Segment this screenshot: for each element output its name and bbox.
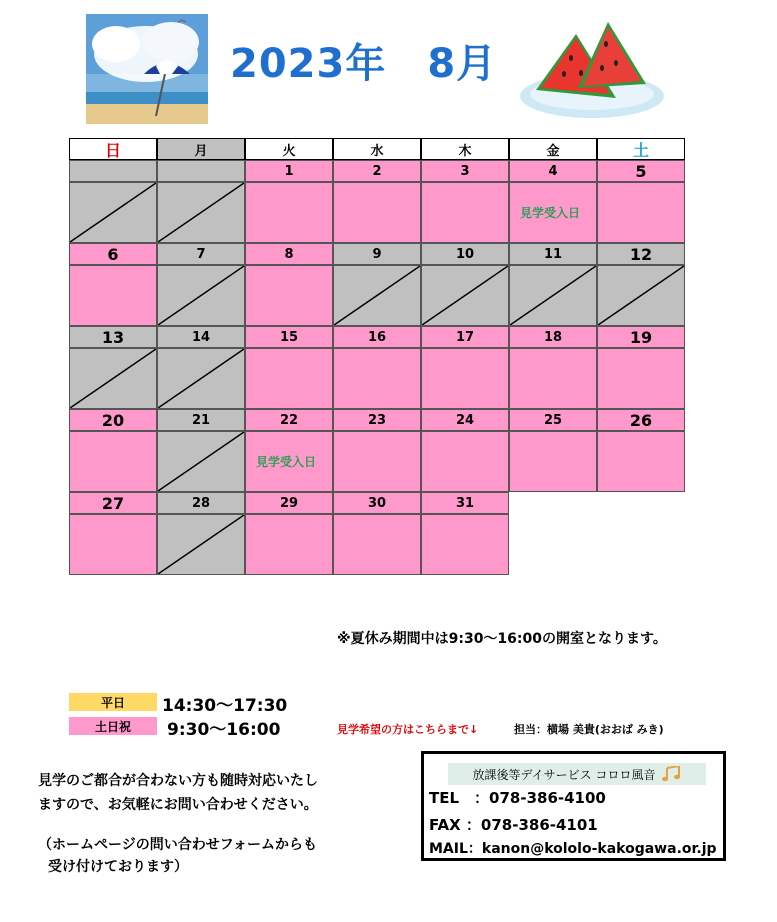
visit-day-note: 見学受入日 [520,206,581,220]
closed-slash [70,349,156,408]
open-day-cell [69,514,157,575]
open-day-cell [597,348,685,409]
day-number: 29 [245,492,333,514]
open-day-cell [333,431,421,492]
closed-day-cell [157,182,245,243]
open-day-cell [245,182,333,243]
day-number: 19 [597,326,685,348]
closed-slash [158,349,244,408]
day-number: 8 [245,243,333,265]
open-day-cell [509,348,597,409]
day-number: 18 [509,326,597,348]
music-note-icon [661,766,681,782]
weekday-header-0: 日 [69,138,157,160]
weekend-hours-label: 土日祝 [69,717,157,735]
open-day-cell [509,431,597,492]
day-number [157,160,245,182]
day-number: 25 [509,409,597,431]
weekday-header-4: 木 [421,138,509,160]
contact-box [421,751,726,861]
closed-slash [158,266,244,325]
message-line-1: 見学のご都合が合わない方も随時対応いたし [38,773,318,789]
open-day-cell [509,182,597,243]
closed-day-cell [509,265,597,326]
weekday-header-1: 月 [157,138,245,160]
day-number: 12 [597,243,685,265]
open-day-cell [69,265,157,326]
closed-slash [70,183,156,242]
day-number: 11 [509,243,597,265]
day-number [69,160,157,182]
closed-slash [158,515,244,574]
open-day-cell [245,431,333,492]
open-day-cell [245,348,333,409]
open-day-cell [245,514,333,575]
day-number: 16 [333,326,421,348]
weekday-hours-label: 平日 [69,693,157,711]
message-line-2: ますので、お気軽にお問い合わせください。 [38,797,318,813]
closed-slash [598,266,684,325]
open-day-cell [597,431,685,492]
day-number: 24 [421,409,509,431]
beach-umbrella-image [86,14,208,124]
day-number: 22 [245,409,333,431]
day-number: 17 [421,326,509,348]
open-day-cell [245,265,333,326]
message-line-3: （ホームページの問い合わせフォームからも [38,837,318,853]
day-number: 14 [157,326,245,348]
contact-person: 担当：横場 美貴(おおば みき) [514,723,664,736]
day-number: 10 [421,243,509,265]
open-day-cell [333,348,421,409]
day-number: 5 [597,160,685,182]
weekday-hours-time: 14:30～17:30 [162,696,288,716]
closed-slash [334,266,420,325]
day-number: 26 [597,409,685,431]
fax-number: FAX ：078-386-4101 [429,816,598,834]
day-number: 28 [157,492,245,514]
closed-slash [510,266,596,325]
closed-day-cell [157,514,245,575]
closed-day-cell [421,265,509,326]
summer-hours-notice: ※夏休み期間中は9:30～16:00の開室となります。 [337,631,667,647]
closed-slash [158,183,244,242]
facility-name-banner [448,763,706,785]
weekday-header-3: 水 [333,138,421,160]
closed-day-cell [157,265,245,326]
calendar-title: 2023年 8月 [230,41,498,87]
day-number: 20 [69,409,157,431]
day-number: 21 [157,409,245,431]
open-day-cell [597,182,685,243]
closed-day-cell [333,265,421,326]
closed-day-cell [69,182,157,243]
open-day-cell [333,514,421,575]
day-number: 6 [69,243,157,265]
day-number: 1 [245,160,333,182]
closed-day-cell [157,348,245,409]
visit-day-note: 見学受入日 [256,455,317,469]
closed-slash [422,266,508,325]
open-day-cell [333,182,421,243]
closed-slash [158,432,244,491]
day-number: 30 [333,492,421,514]
day-number: 7 [157,243,245,265]
open-day-cell [69,431,157,492]
day-number: 3 [421,160,509,182]
day-number: 23 [333,409,421,431]
weekday-header-2: 火 [245,138,333,160]
day-number: 27 [69,492,157,514]
open-day-cell [421,348,509,409]
day-number: 15 [245,326,333,348]
weekday-header-6: 土 [597,138,685,160]
weekday-header-5: 金 [509,138,597,160]
tel-number: TEL ：078-386-4100 [429,789,606,807]
day-number: 9 [333,243,421,265]
day-number: 31 [421,492,509,514]
day-number: 2 [333,160,421,182]
inquiry-note: 見学希望の方はこちらまで↓ [337,723,479,736]
weekend-hours-time: 9:30～16:00 [167,720,281,740]
open-day-cell [421,182,509,243]
closed-day-cell [157,431,245,492]
closed-day-cell [597,265,685,326]
mail-address[interactable]: MAIL：kanon@kololo-kakogawa.or.jp [429,841,717,857]
closed-day-cell [69,348,157,409]
facility-name: 放課後等デイサービス コロロ風音 [472,767,656,782]
day-number: 13 [69,326,157,348]
watermelon-image [516,18,666,118]
day-number: 4 [509,160,597,182]
message-line-4: 受け付けております） [48,859,188,875]
open-day-cell [421,431,509,492]
open-day-cell [421,514,509,575]
